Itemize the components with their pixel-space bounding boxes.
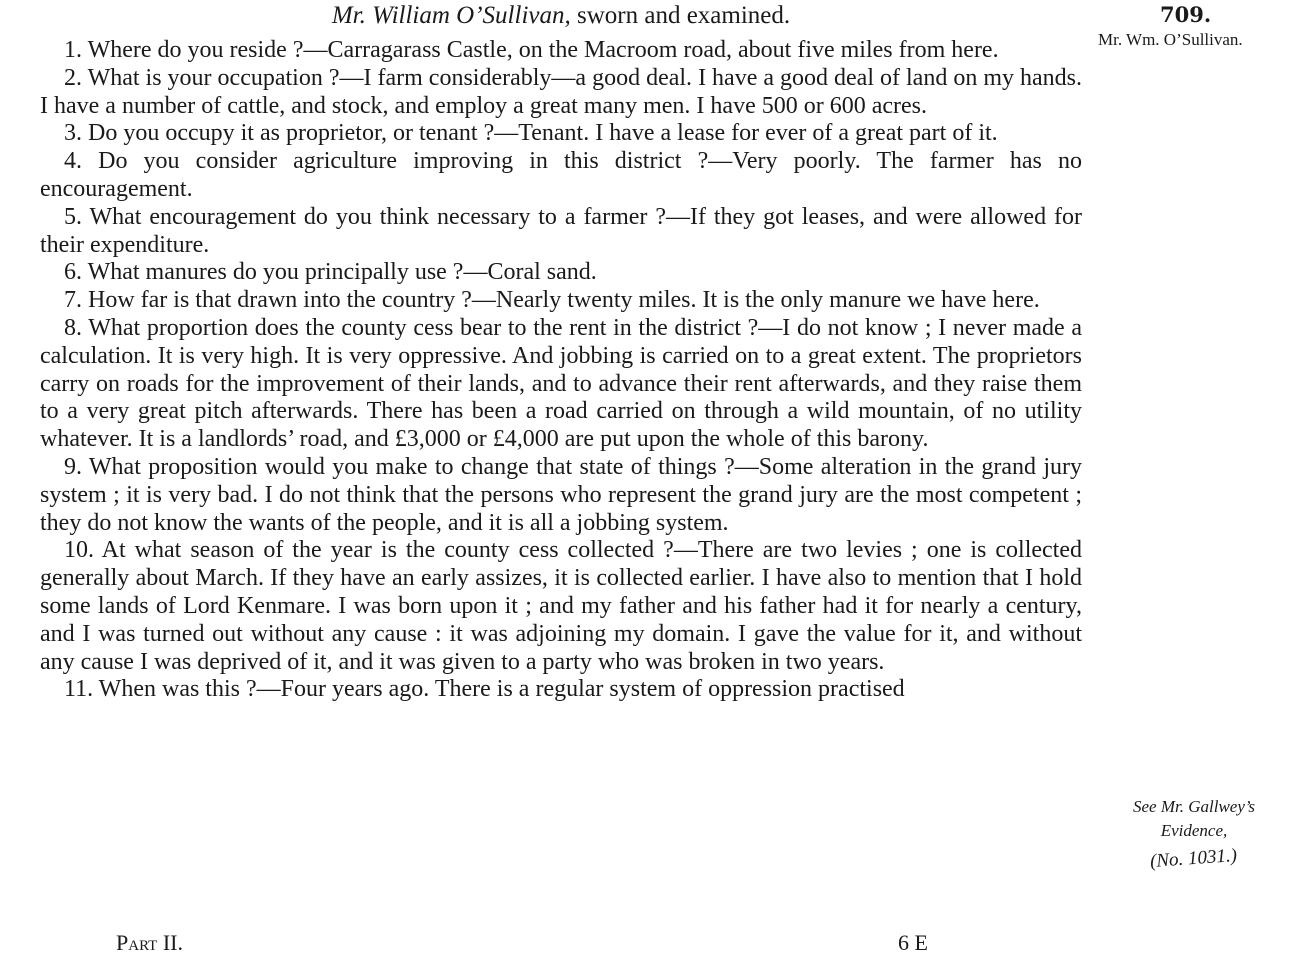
question-8: 8. What proportion does the county cess bear to the rent in the district ?—I do not know ; I never made a calculation. It is very high. It is very oppressive. And jobbing is carried on to a great extent. The proprietors carry on roads for the improvement of their lands, and to advance their rent afterwards, and they raise them to a very great pitch afterwards. There has been a road carried on through a wild mountain, of no utility whatever. It is a landlords’ road, and £3,000 or £4,000 are put upon the whole of this barony. [40,314,1082,453]
question-11: 11. When was this ?—Four years ago. There is a regular system of oppression practised [64,676,905,703]
footer-part-label: Part II. [116,930,183,955]
handwritten-reference-number: (No. 1031.) [1149,844,1239,873]
testimony-body [40,37,1082,704]
cross-reference-line-2: Evidence, [1160,821,1228,840]
footer-signature-mark: 6 E [898,930,928,955]
margin-cross-reference [1104,795,1284,871]
question-6: 6. What manures do you principally use ?—Coral sand. [64,259,597,286]
witness-margin-label: Mr. Wm. O’Sullivan. [1098,30,1243,49]
title-suffix: sworn and examined. [577,2,791,29]
question-2: 2. What is your occupation ?—I farm considerably—a good deal. I have a good deal of land on my hands. I have a number of cattle, and stock, and employ a great many men. I have 500 or 600 acres. [40,64,1082,119]
page-title [40,2,1082,30]
question-3: 3. Do you occupy it as proprietor, or tenant ?—Tenant. I have a lease for ever of a great part of it. [64,120,998,147]
page-number: 709. [1160,2,1212,27]
question-1: 1. Where do you reside ?—Carragarass Castle, on the Macroom road, about five miles from here. [64,37,999,63]
question-10: 10. At what season of the year is the county cess collected ?—There are two levies ; one is collected generally about March. If they have an early assizes, it is collected earlier. I have also to mention that I hold some lands of Lord Kenmare. I was born upon it ; and my father and his father had it for nearly a century, and I was turned out without any cause : it was adjoining my domain. I gave the value for it, and without any cause I was deprived of it, and it was given to a party who was broken in two years. [40,537,1082,675]
question-5: 5. What encouragement do you think necessary to a farmer ?—If they got leases, and were allowed for their expenditure. [40,203,1082,258]
question-9: 9. What proposition would you make to change that state of things ?—Some alteration in the grand jury system ; it is very bad. I do not think that the persons who represent the grand jury are the most competent ; they do not know the wants of the people, and it is all a jobbing system. [40,453,1082,536]
title-witness-name: Mr. William O’Sullivan, [331,2,571,29]
question-7: 7. How far is that drawn into the country ?—Nearly twenty miles. It is the only manure we have here. [64,287,1040,314]
cross-reference-line-1: See Mr. Gallwey’s [1133,797,1255,816]
question-4: 4. Do you consider agriculture improving in this district ?—Very poorly. The farmer has no encouragement. [40,148,1082,202]
